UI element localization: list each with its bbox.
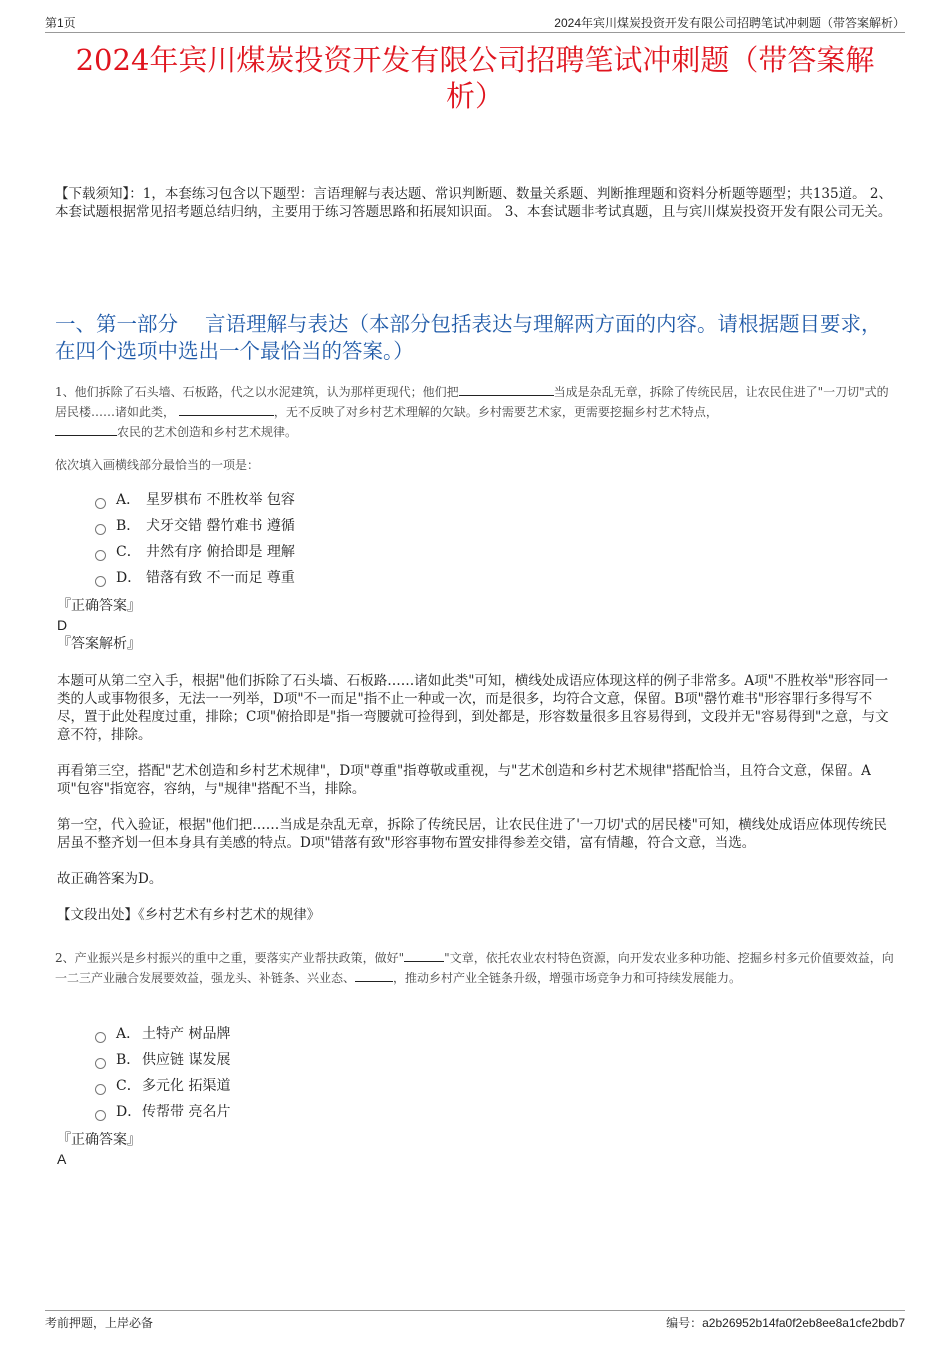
option-b[interactable]: B． 犬牙交错 罄竹难书 遵循 <box>95 513 295 539</box>
radio-icon[interactable] <box>95 1032 106 1043</box>
radio-icon[interactable] <box>95 576 106 587</box>
page-header <box>45 14 905 33</box>
question-1-analysis: 本题可从第二空入手，根据"他们拆除了石头墙、石板路……诸如此类"可知，横线处成语应体现这样的例子非常多。A项"不胜枚举"形容同一类的人或事物很多，无法一一列举，D项"不一而足"指不止一种或一次，而是很多，均符合文意，保留。B项"罄竹难书"形容罪行多得写不尽，置于此处程度过重，排除；C项"俯拾即是"指一弯腰就可捡得到，到处都是，形容数量很多且容易得到，文段并无"容易得到"之意，与文意不符，排除。 再看第三空，搭配"艺术创造和乡村艺术规律"，D项"尊重"指尊敬或重视，与"艺术创造和乡村艺术规律"搭配恰当，且符合文意，保留。A项"包容"指宽容，容纳，与"规律"搭配不当，排除。 第一空，代入验证，根据"他们把……当成是杂乱无章，拆除了传统民居，让农民住进了'一刀切'式的居民楼"可知，横线处成语应体现传统民居虽不整齐划一但本身具有美感的特点。D项"错落有致"形容事物布置安排得参差交错，富有情趣，符合文意，当选。 故正确答案为D。 【文段出处】《乡村艺术有乡村艺术的规律》 <box>57 672 892 924</box>
radio-icon[interactable] <box>95 524 106 535</box>
radio-icon[interactable] <box>95 1110 106 1121</box>
header-title: 2024年宾川煤炭投资开发有限公司招聘笔试冲刺题（带答案解析） <box>554 16 905 30</box>
download-notice: 【下载须知】：1，本套练习包含以下题型：言语理解与表达题、常识判断题、数量关系题、判断推理题和资料分析题等题型；共135道。 2、本套试题根据常见招考题总结归纳，主要用于练习答题思路和拓展知识面。 3、本套试题非考试真题，且与宾川煤炭投资开发有限公司无关。 <box>55 186 892 220</box>
option-c[interactable]: C． 井然有序 俯拾即是 理解 <box>95 539 295 565</box>
option-d[interactable]: D． 传帮带 亮名片 <box>95 1099 230 1125</box>
question-1-answer: 『正确答案』 D 『答案解析』 <box>57 598 141 652</box>
question-2-text: 2、产业振兴是乡村振兴的重中之重，要落实产业帮扶政策，做好" "文章，依托农业农村特色资源，向开发农业多种功能、挖掘乡村多元价值要效益，向一二三产业融合发展要效益，强龙头、补链条、兴业态、 ，推动乡村产业全链条升级，增强市场竞争力和可持续发展能力。 <box>55 951 894 985</box>
page-number: 第1页 <box>45 16 76 30</box>
section-heading: 一、第一部分 言语理解与表达（本部分包括表达与理解两方面的内容。请根据题目要求，在四个选项中选出一个最恰当的答案。） <box>55 312 882 363</box>
radio-icon[interactable] <box>95 498 106 509</box>
source-note: 【文段出处】《乡村艺术有乡村艺术的规律》 <box>57 907 321 923</box>
question-1-options <box>95 487 295 591</box>
option-a[interactable]: A． 土特产 树品牌 <box>95 1021 230 1047</box>
radio-icon[interactable] <box>95 1058 106 1069</box>
document-id: 编号：a2b26952b14fa0f2eb8ee8a1cfe2bdb7 <box>666 1316 905 1330</box>
radio-icon[interactable] <box>95 1084 106 1095</box>
option-d[interactable]: D． 错落有致 不一而足 尊重 <box>95 565 295 591</box>
option-a[interactable]: A． 星罗棋布 不胜枚举 包容 <box>95 487 295 513</box>
radio-icon[interactable] <box>95 550 106 561</box>
question-1-text: 1、他们拆除了石头墙、石板路，代之以水泥建筑，认为那样更现代；他们把 当成是杂乱无章，拆除了传统民居，让农民住进了"一刀切"式的居民楼……诸如此类， ，无不反映了对乡村艺术理解的欠缺。乡村需要艺术家，更需要挖掘乡村艺术特点， 农民的艺术创造和乡村艺术规律。 <box>55 385 889 439</box>
question-2-options <box>95 1021 230 1125</box>
document-title: 2024年宾川煤炭投资开发有限公司招聘笔试冲刺题（带答案解析） <box>75 43 875 113</box>
question-1-prompt: 依次填入画横线部分最恰当的一项是： <box>55 458 260 472</box>
question-2-answer: 『正确答案』 A <box>57 1132 141 1167</box>
page-footer: 考前押题，上岸必备 编号：a2b26952b14fa0f2eb8ee8a1cfe2bdb7 <box>45 1310 905 1331</box>
option-b[interactable]: B． 供应链 谋发展 <box>95 1047 230 1073</box>
option-c[interactable]: C． 多元化 拓渠道 <box>95 1073 230 1099</box>
